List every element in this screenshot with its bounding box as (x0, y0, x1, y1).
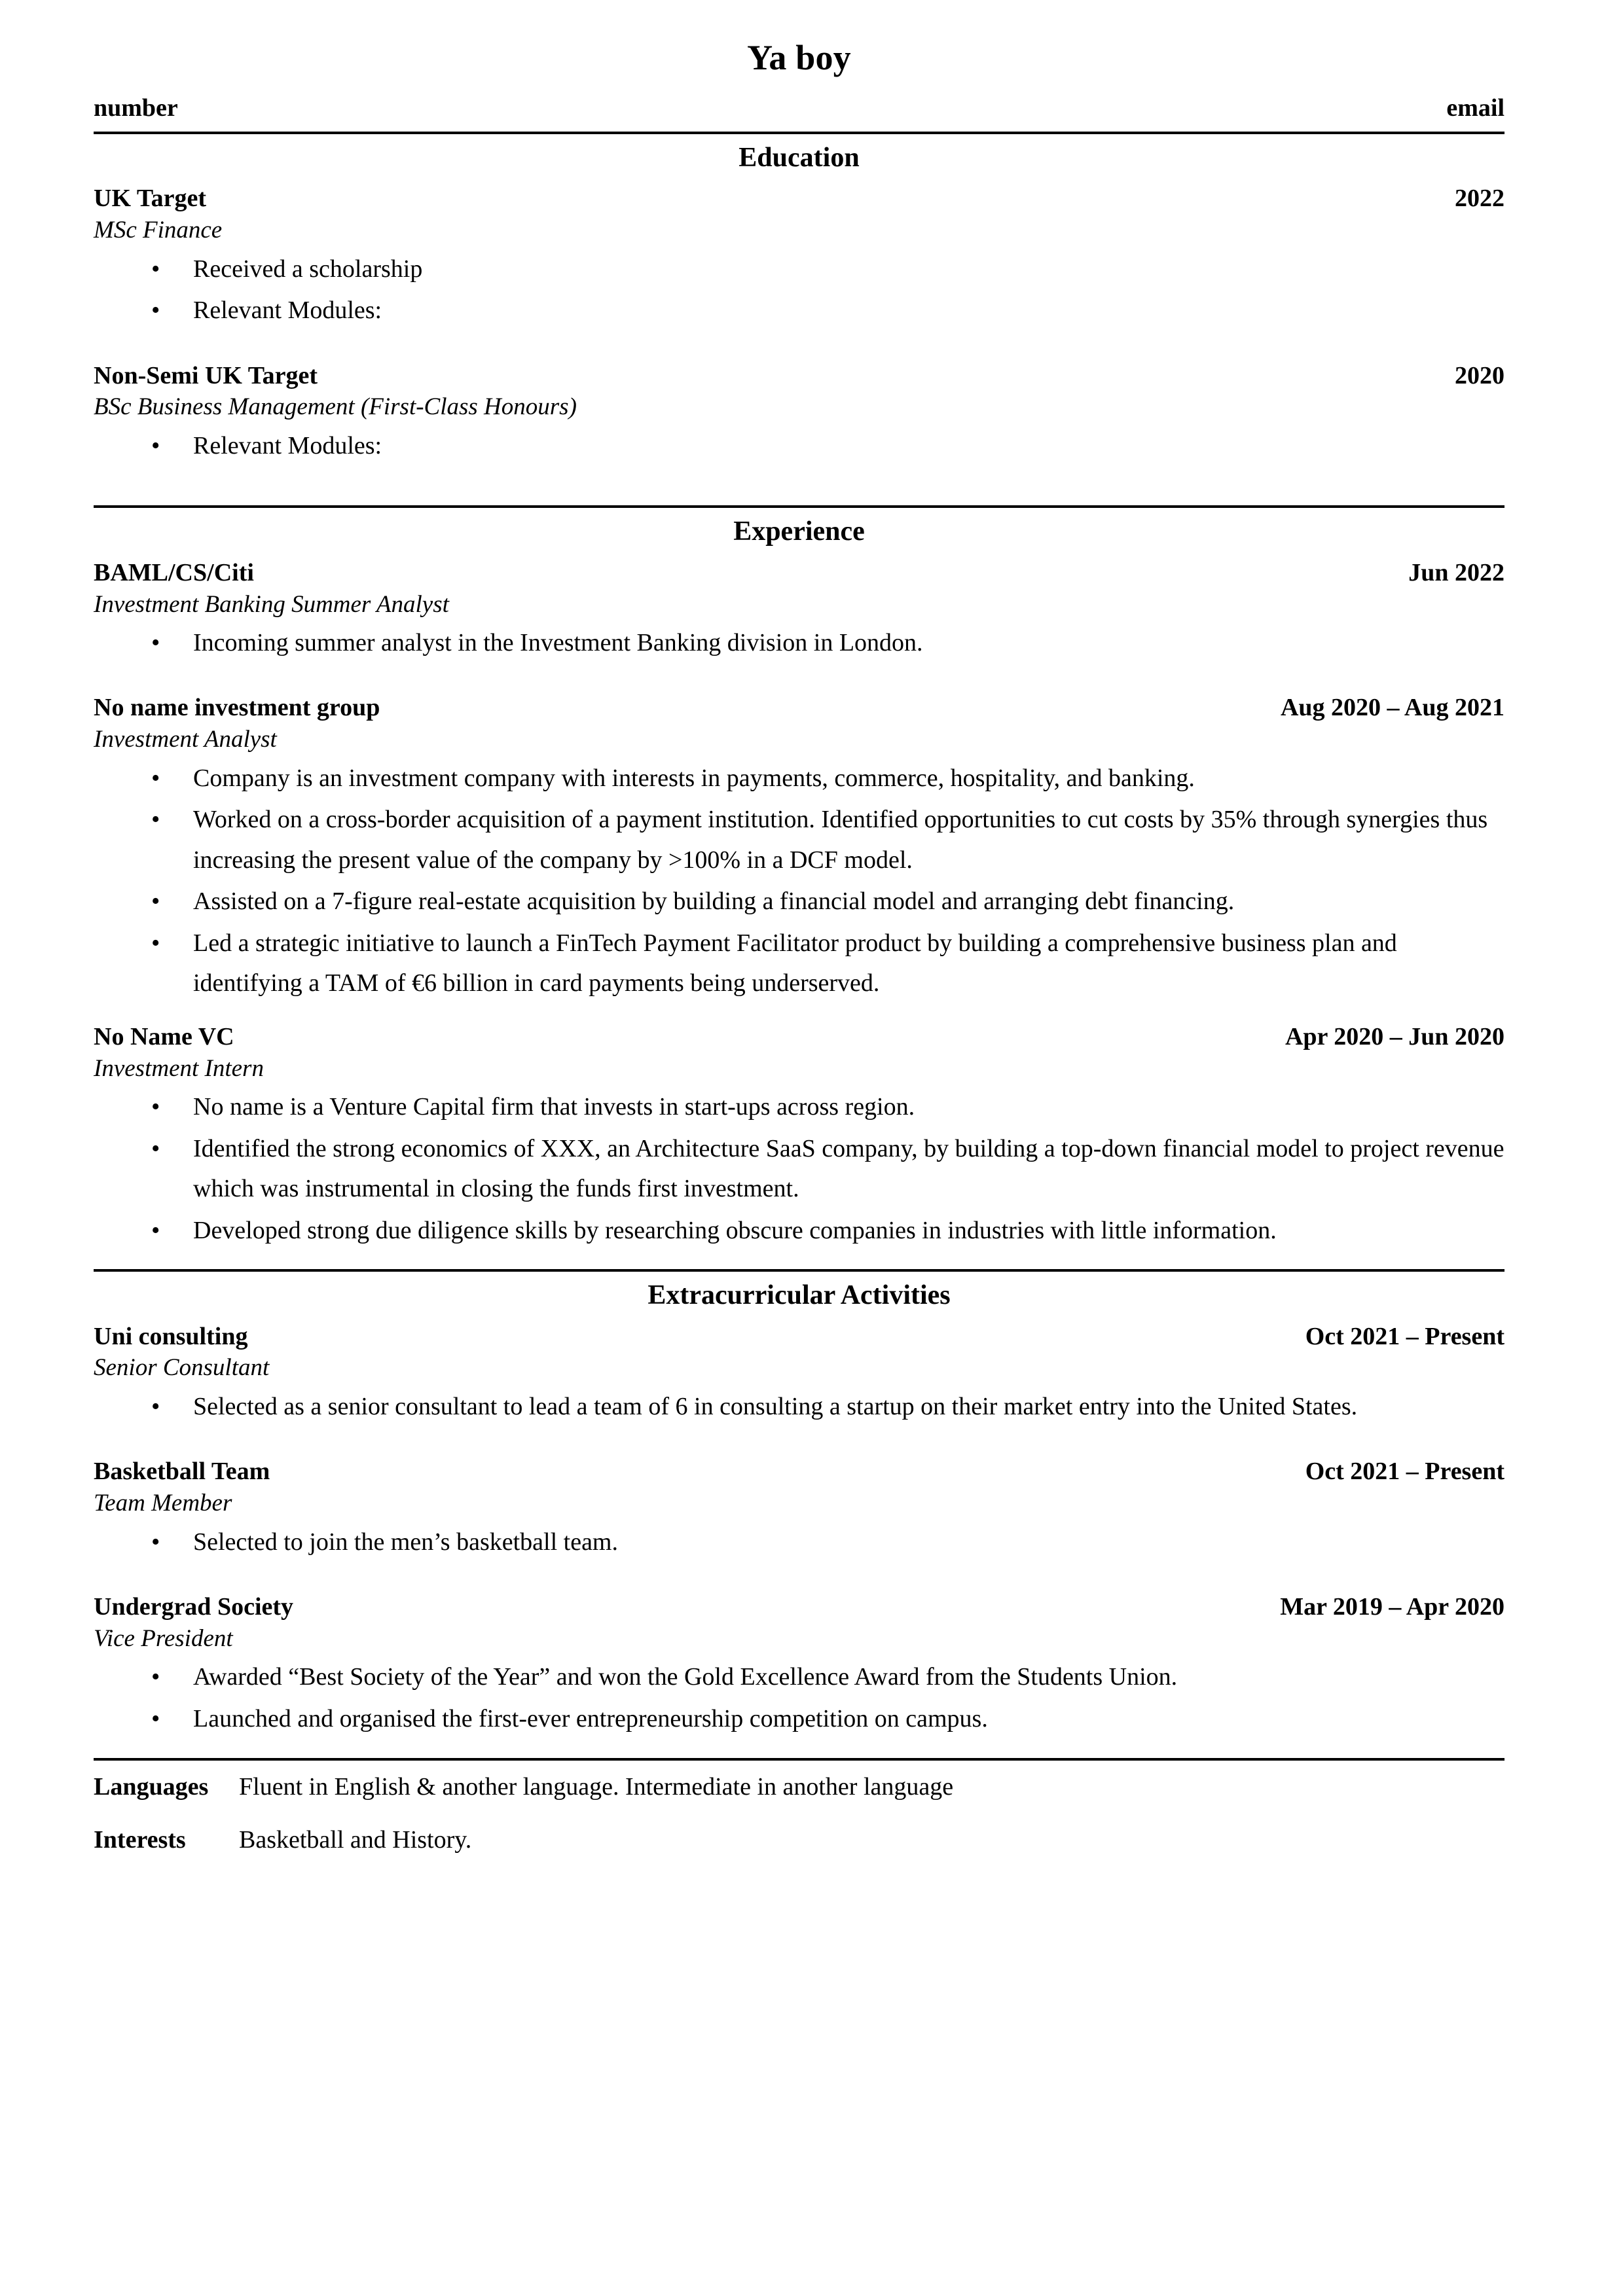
contact-row (94, 94, 1504, 122)
list-item: • Relevant Modules: (94, 291, 1504, 331)
entry-organisation: No name investment group (94, 694, 380, 722)
entry-role: Team Member (94, 1490, 232, 1517)
entry-bullet-list (94, 426, 1504, 467)
info-row-languages (94, 1772, 1504, 1803)
entry-date: Apr 2020 – Jun 2020 (1285, 1022, 1504, 1050)
entry-date: Mar 2019 – Apr 2020 (1280, 1593, 1504, 1621)
info-label: Languages (94, 1772, 209, 1801)
entry-organisation: Undergrad Society (94, 1593, 294, 1621)
entry-role: BSc Business Management (First-Class Honours) (94, 393, 577, 421)
extracurricular-entry-2 (94, 1592, 1504, 1739)
entry-organisation: No Name VC (94, 1022, 234, 1050)
entry-header (94, 1592, 1504, 1622)
list-item: • Selected as a senior consultant to lead a team of 6 in consulting a startup on their market entry into the United States. (94, 1387, 1504, 1427)
spacer (94, 1008, 1504, 1022)
divider-extracurricular (94, 1269, 1504, 1272)
list-item: • Incoming summer analyst in the Investment Banking division in London. (94, 623, 1504, 664)
entry-role: Vice President (94, 1625, 233, 1653)
education-entry-1 (94, 361, 1504, 467)
list-item: • Launched and organised the first-ever entrepreneurship competition on campus. (94, 1699, 1504, 1740)
entry-organisation: UK Target (94, 185, 207, 213)
entry-date: Oct 2021 – Present (1305, 1458, 1504, 1486)
divider-header (94, 132, 1504, 134)
entry-bullet-list (94, 249, 1504, 331)
entry-bullet-list (94, 1657, 1504, 1739)
divider-additional (94, 1758, 1504, 1761)
entry-date: 2022 (1455, 185, 1504, 213)
experience-entry-2 (94, 1022, 1504, 1251)
list-item: • No name is a Venture Capital firm that invests in start-ups across region. (94, 1087, 1504, 1128)
entry-bullet-list (94, 623, 1504, 664)
entry-role: Investment Analyst (94, 726, 277, 753)
spacer (94, 1431, 1504, 1457)
spacer (94, 335, 1504, 361)
entry-bullet-list (94, 759, 1504, 1004)
entry-header (94, 184, 1504, 213)
entry-organisation: Basketball Team (94, 1458, 270, 1486)
entry-role: Investment Intern (94, 1054, 264, 1082)
entry-header (94, 693, 1504, 723)
entry-header (94, 1457, 1504, 1486)
entry-role: Senior Consultant (94, 1354, 270, 1382)
list-item: • Received a scholarship (94, 249, 1504, 290)
info-label: Interests (94, 1826, 186, 1854)
extracurricular-entry-1 (94, 1457, 1504, 1562)
spacer (94, 1255, 1504, 1269)
phone-label: number (94, 94, 178, 122)
info-value: Fluent in English & another language. Intermediate in another language (239, 1772, 954, 1801)
entry-header (94, 1022, 1504, 1052)
section-heading-experience: Experience (733, 516, 865, 547)
entry-date: 2020 (1455, 361, 1504, 389)
entry-organisation: Non-Semi UK Target (94, 361, 318, 389)
entry-organisation: Uni consulting (94, 1322, 248, 1350)
entry-bullet-list (94, 1087, 1504, 1251)
list-item: • Led a strategic initiative to launch a FinTech Payment Facilitator product by building a comprehensive business plan and identifying a TAM of €6 billion in card payments being underserved. (94, 924, 1504, 1004)
entry-date: Aug 2020 – Aug 2021 (1280, 694, 1504, 722)
list-item: • Relevant Modules: (94, 426, 1504, 467)
info-row-interests (94, 1825, 1504, 1856)
list-item: • Worked on a cross-border acquisition of a payment institution. Identified opportunities to cut costs by 35% through synergies thus increasing the present value of the company by >100% in a DCF model. (94, 800, 1504, 880)
list-item: • Selected to join the men’s basketball team. (94, 1522, 1504, 1563)
experience-entry-0 (94, 558, 1504, 664)
list-item: • Developed strong due diligence skills by researching obscure companies in industries with little information. (94, 1211, 1504, 1251)
entry-header (94, 361, 1504, 391)
entry-header (94, 1322, 1504, 1352)
spacer (94, 1566, 1504, 1592)
list-item: • Awarded “Best Society of the Year” and won the Gold Excellence Award from the Students Union. (94, 1657, 1504, 1698)
list-item: • Identified the strong economics of XXX, an Architecture SaaS company, by building a top-down financial model to project revenue which was instrumental in closing the funds first investment. (94, 1129, 1504, 1210)
additional-info-table (94, 1772, 1504, 1856)
divider-experience (94, 505, 1504, 508)
education-entry-0 (94, 184, 1504, 331)
entry-role: Investment Banking Summer Analyst (94, 590, 449, 618)
section-heading-education: Education (739, 143, 860, 173)
list-item: • Company is an investment company with interests in payments, commerce, hospitality, and banking. (94, 759, 1504, 799)
entry-role: MSc Finance (94, 217, 223, 244)
spacer (94, 1744, 1504, 1758)
entry-bullet-list (94, 1387, 1504, 1427)
email-label: email (1446, 94, 1504, 122)
entry-date: Jun 2022 (1408, 558, 1504, 586)
entry-header (94, 558, 1504, 588)
info-value: Basketball and History. (239, 1826, 472, 1854)
entry-date: Oct 2021 – Present (1305, 1322, 1504, 1350)
page-title: Ya boy (747, 38, 851, 77)
list-item: • Assisted on a 7-figure real-estate acquisition by building a financial model and arranging debt financing. (94, 882, 1504, 922)
section-heading-extracurricular: Extracurricular Activities (647, 1280, 951, 1311)
entry-bullet-list (94, 1522, 1504, 1563)
extracurricular-entry-0 (94, 1322, 1504, 1427)
entry-organisation: BAML/CS/Citi (94, 558, 254, 586)
spacer (94, 470, 1504, 505)
spacer (94, 667, 1504, 693)
experience-entry-1 (94, 693, 1504, 1004)
